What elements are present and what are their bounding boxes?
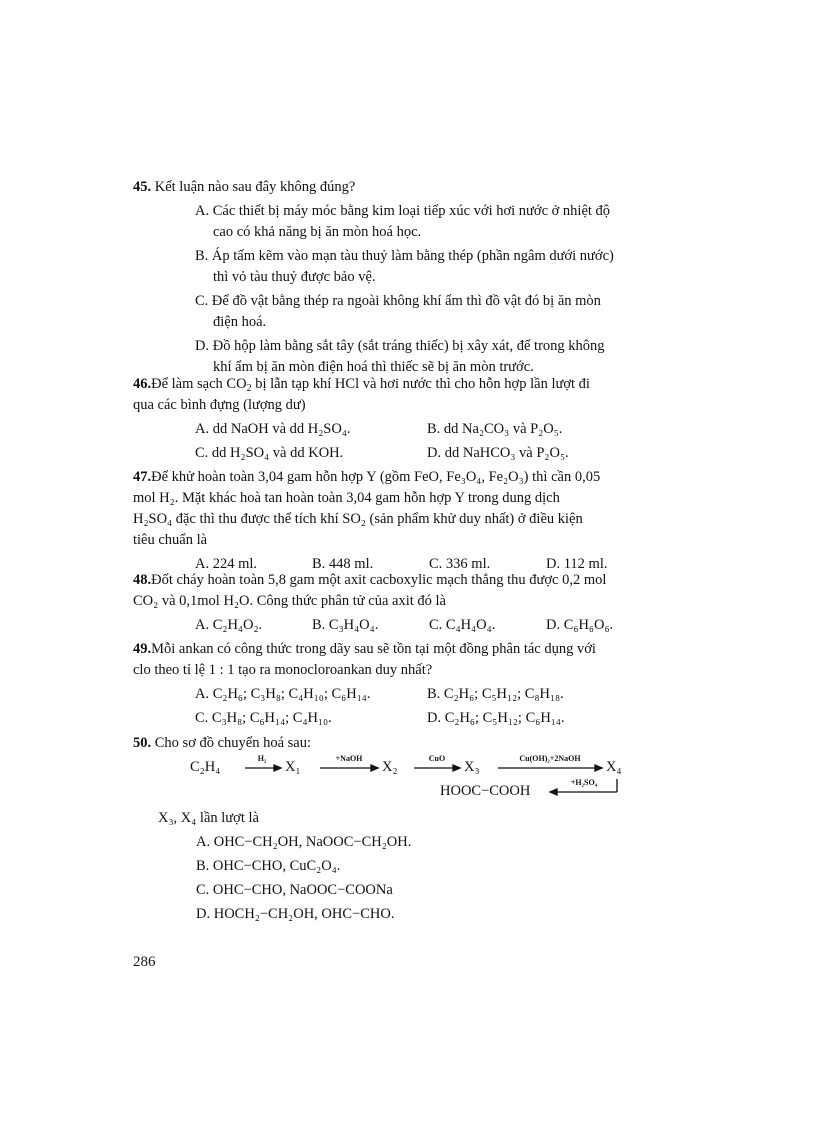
option-c-line1: C. Để đồ vật bằng thép ra ngoài không khí ẩm thì đồ vật đó bị ăn mòn — [195, 293, 601, 309]
question-number: 46. — [133, 376, 152, 392]
option-c — [195, 291, 681, 333]
scheme-oxalic-acid: HOOC−COOH — [440, 783, 531, 799]
arrow-2-head — [371, 765, 378, 771]
question-stem: Kết luận nào sau đây không đúng? — [154, 179, 356, 195]
question-number: 48. — [133, 572, 152, 588]
reaction-scheme — [190, 754, 640, 803]
option-b: B. dd Na₂CO₃ và P₂O₅. — [427, 421, 563, 437]
option-b: B. C₃H₄O₄. — [312, 617, 379, 633]
option-c: C. dd H₂SO₄ và dd KOH. — [195, 445, 344, 461]
option-a-line2: cao có khả năng bị ăn mòn hoá học. — [213, 224, 422, 240]
question-line2: CO₂ và 0,1mol H₂O. Công thức phân tử của axit đó là — [133, 593, 446, 609]
option-c-line2: điện hoá. — [213, 314, 267, 330]
question-stem-part2: bị lẫn tạp khí HCl và hơi nước thì cho hỗn hợp lần lượt đi — [251, 376, 590, 392]
option-b — [195, 246, 681, 288]
arrow-5-head — [550, 789, 557, 795]
scheme-x3: X₃ — [464, 759, 480, 775]
question-line4: tiêu chuẩn là — [133, 532, 208, 548]
question-50 — [133, 733, 681, 754]
question-number: 50. — [133, 735, 152, 751]
options-row — [195, 615, 681, 636]
question-line1: Mỗi ankan có công thức trong dãy sau sẽ tồn tại một đồng phân tác dụng với — [151, 641, 596, 657]
option-d: D. C₆H₆O₆. — [546, 617, 614, 633]
arrow-label-2: +NaOH — [335, 754, 363, 763]
question-line2: clo theo tỉ lệ 1 : 1 tạo ra monocloroankan duy nhất? — [133, 662, 433, 678]
option-a: A. 224 ml. — [195, 556, 258, 572]
arrow-label-5: +H₂SO₄ — [570, 778, 598, 787]
question-number: 47. — [133, 469, 152, 485]
scheme-arrows — [190, 757, 640, 803]
question-47 — [133, 467, 681, 575]
option-a: A. dd NaOH và dd H₂SO₄. — [195, 421, 351, 437]
arrow-4-head — [595, 765, 602, 771]
question-line3: H₂SO₄ đặc thì thu được thể tích khí SO₂ (sản phẩm khử duy nhất) ở điều kiện — [133, 511, 583, 527]
option-a: A. C₂H₄O₂. — [195, 617, 263, 633]
page-number: 286 — [133, 954, 156, 970]
options-row-2 — [195, 708, 681, 729]
option-b: B. C₂H₆; C₅H₁₂; C₈H₁₈. — [427, 686, 564, 702]
option-d — [195, 336, 681, 378]
option-b: B. OHC−CHO, CuC₂O₄. — [196, 858, 341, 874]
option-c: C. 336 ml. — [429, 556, 491, 572]
option-d: D. C₂H₆; C₅H₁₂; C₆H₁₄. — [427, 710, 565, 726]
option-b-line2: thì vỏ tàu thuỷ được bảo vệ. — [213, 269, 376, 285]
question-stem-line2: qua các bình đựng (lượng dư) — [133, 397, 306, 413]
arrow-1-head — [274, 765, 281, 771]
arrow-3-head — [453, 765, 460, 771]
options-row-1 — [195, 419, 681, 440]
question-stem: Cho sơ đồ chuyển hoá sau: — [154, 735, 312, 751]
option-d: D. dd NaHCO₃ và P₂O₅. — [427, 445, 569, 461]
question-number: 45. — [133, 179, 152, 195]
question-ask: X₃, X₄ lần lượt là — [158, 810, 259, 826]
scheme-x4: X₄ — [606, 759, 622, 775]
question-46: 46.Để làm sạch $CO_2$ bị lẫn tạp khí HCl và hơi nước thì cho hỗn hợp lần lượt đi qua các bình đựng (lượng dư) A. dd NaOH và dd H₂SO₄. B. dd Na₂CO₃ và P₂O₅. C. dd H₂SO₄ và dd KOH. D. dd NaHCO₃ và P₂O₅. — [133, 374, 681, 464]
question-line1: Đốt cháy hoàn toàn 5,8 gam một axit cacboxylic mạch thẳng thu được 0,2 mol — [151, 572, 607, 588]
option-d: D. 112 ml. — [546, 556, 608, 572]
arrow-label-1: H₂ — [257, 754, 267, 763]
option-d-line1: D. Đồ hộp làm bằng sắt tây (sắt tráng thiếc) bị xây xát, để trong không — [195, 338, 605, 354]
question-45 — [133, 177, 681, 378]
option-c: C. C₃H₈; C₆H₁₄; C₄H₁₀. — [195, 710, 332, 726]
option-a: A. OHC−CH₂OH, NaOOC−CH₂OH. — [196, 834, 412, 850]
scheme-x1: X₁ — [285, 759, 301, 775]
option-c: C. OHC−CHO, NaOOC−COONa — [196, 882, 393, 898]
question-48 — [133, 570, 681, 636]
options-row-2 — [195, 443, 681, 464]
option-b: B. 448 ml. — [312, 556, 374, 572]
question-49 — [133, 639, 681, 729]
option-d: D. HOCH₂−CH₂OH, OHC−CHO. — [196, 906, 395, 922]
question-stem-part1: Để làm sạch CO — [151, 376, 247, 392]
question-number: 49. — [133, 641, 152, 657]
question-line1: Để khử hoàn toàn 3,04 gam hỗn hợp Y (gồm FeO, Fe₃O₄, Fe₂O₃) thì cần 0,05 — [151, 469, 601, 485]
option-a — [195, 201, 681, 243]
arrow-label-3: CuO — [428, 754, 446, 763]
scheme-c2h4: C₂H₄ — [190, 759, 221, 775]
option-c: C. C₄H₄O₄. — [429, 617, 496, 633]
options-row-1 — [195, 684, 681, 705]
scheme-x2: X₂ — [382, 759, 398, 775]
arrow-label-4: Cu(OH)₂+2NaOH — [519, 754, 581, 763]
option-a: A. C₂H₆; C₃H₈; C₄H₁₀; C₆H₁₄. — [195, 686, 371, 702]
question-50-options — [158, 806, 678, 926]
question-line2: mol H₂. Mặt khác hoà tan hoàn toàn 3,04 gam hỗn hợp Y trong dung dịch — [133, 490, 560, 506]
option-b-line1: B. Áp tấm kẽm vào mạn tàu thuỷ làm bằng thép (phần ngâm dưới nước) — [195, 248, 614, 264]
option-a-line1: A. Các thiết bị máy móc bằng kim loại tiếp xúc với hơi nước ở nhiệt độ — [195, 203, 611, 219]
option-d-line2: khí ẩm bị ăn mòn điện hoá thì thiếc sẽ bị ăn mòn trước. — [213, 359, 534, 375]
